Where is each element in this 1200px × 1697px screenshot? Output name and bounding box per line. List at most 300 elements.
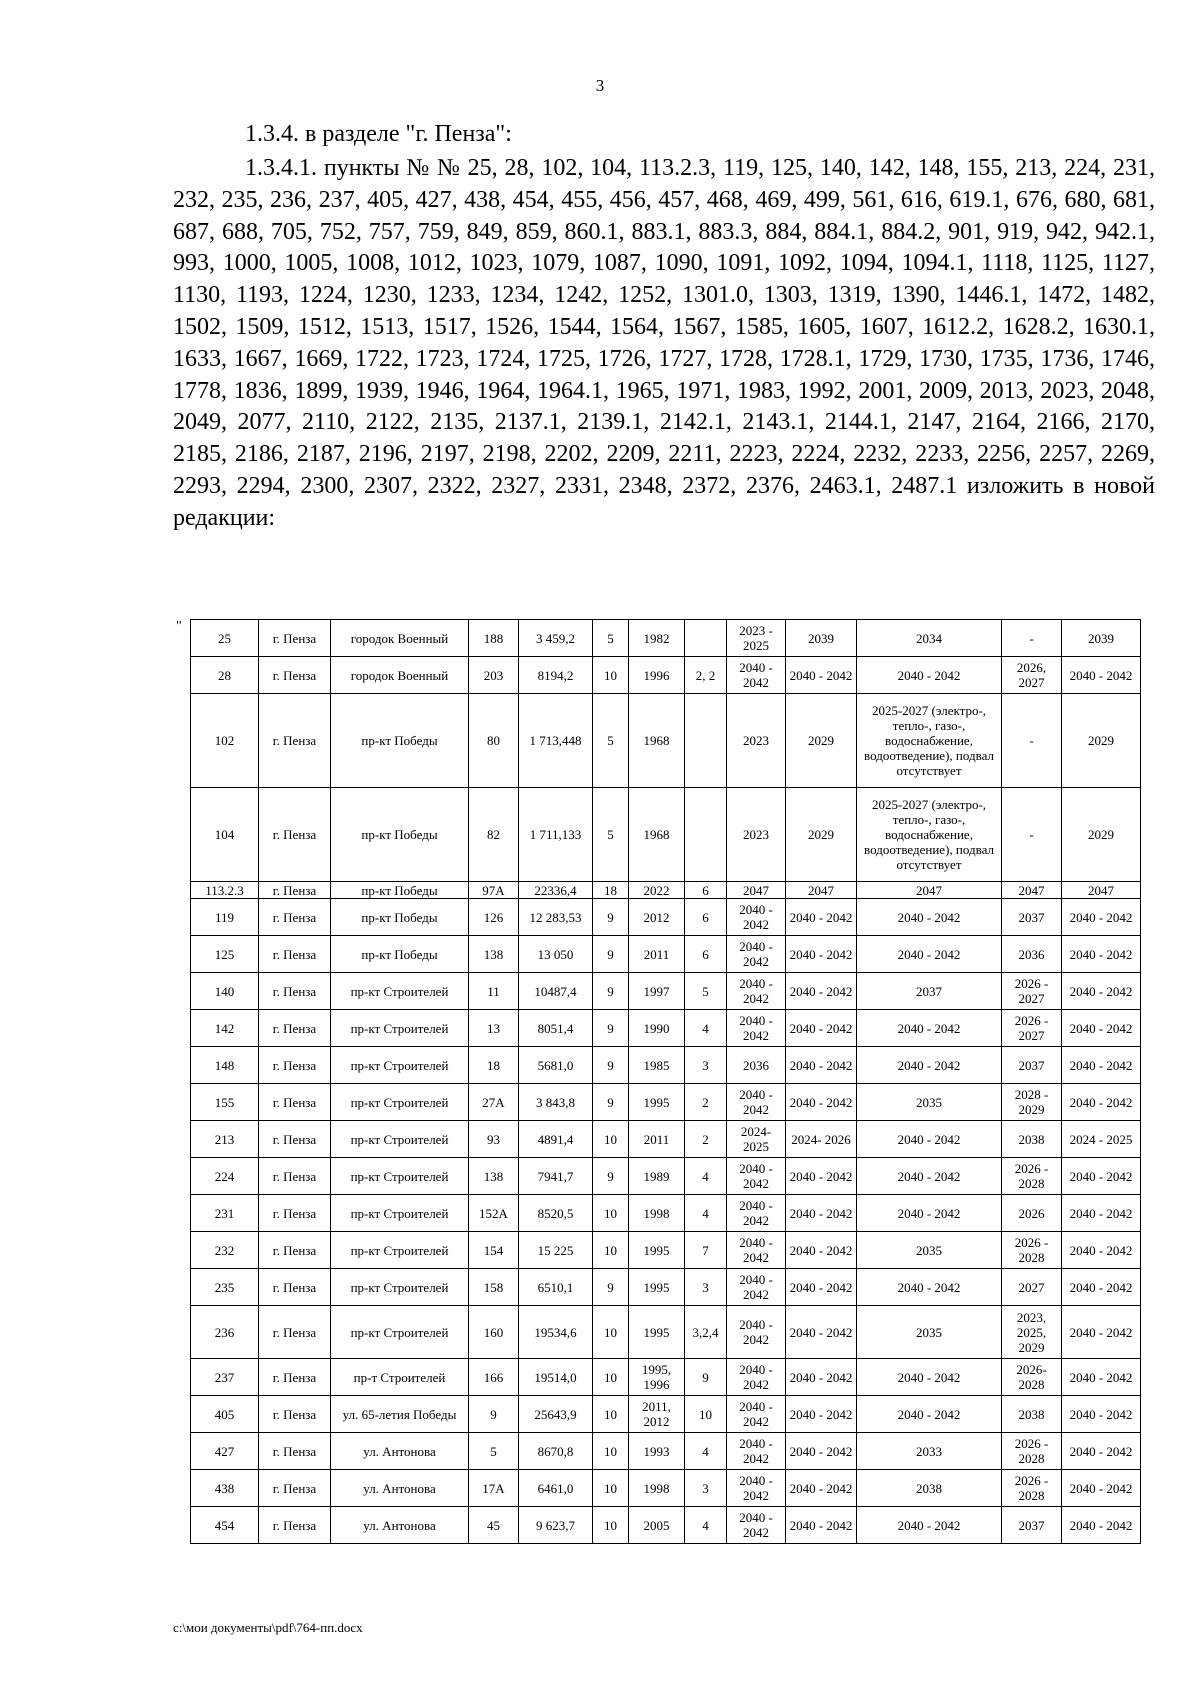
table-cell: 2040 - 2042 [1062, 1433, 1141, 1470]
table-cell: 166 [469, 1359, 519, 1396]
table-cell: 8194,2 [519, 657, 593, 694]
table-cell: 1968 [629, 694, 685, 788]
table-cell: 10 [685, 1396, 727, 1433]
table-cell: ул. Антонова [331, 1433, 469, 1470]
table-cell: 2040 - 2042 [786, 1232, 857, 1269]
table-cell: 2040 - 2042 [786, 1396, 857, 1433]
table-cell: 2039 [786, 620, 857, 657]
table-cell: 2040 - 2042 [727, 1232, 786, 1269]
table-cell: 160 [469, 1306, 519, 1359]
table-cell: 2040 - 2042 [786, 1507, 857, 1544]
table-cell: 2037 [1002, 1047, 1062, 1084]
table-cell: г. Пенза [259, 1010, 331, 1047]
table-cell: г. Пенза [259, 657, 331, 694]
table-cell: 2028 - 2029 [1002, 1084, 1062, 1121]
table-cell: 2035 [857, 1232, 1002, 1269]
table-cell: пр-кт Строителей [331, 1269, 469, 1306]
table-cell: 125 [191, 936, 259, 973]
table-cell: - [1002, 620, 1062, 657]
table-cell: 1 713,448 [519, 694, 593, 788]
table-cell: пр-кт Строителей [331, 1195, 469, 1232]
table-row [191, 1396, 1141, 1433]
table-cell: г. Пенза [259, 1359, 331, 1396]
table-cell: 25 [191, 620, 259, 657]
table-cell: 5681,0 [519, 1047, 593, 1084]
table-cell: г. Пенза [259, 694, 331, 788]
housing-table-body [191, 620, 1141, 1544]
table-cell: 2047 [857, 882, 1002, 899]
table-row [191, 1158, 1141, 1195]
table-cell: 203 [469, 657, 519, 694]
table-cell: 119 [191, 899, 259, 936]
table-cell: 10 [593, 1121, 629, 1158]
table-cell: 213 [191, 1121, 259, 1158]
table-cell: 2040 - 2042 [1062, 1084, 1141, 1121]
table-cell: 9 [593, 899, 629, 936]
table-cell: 2040 - 2042 [857, 1010, 1002, 1047]
table-cell: 152А [469, 1195, 519, 1232]
table-cell: 2040 - 2042 [1062, 1195, 1141, 1232]
table-cell: 7941,7 [519, 1158, 593, 1195]
page-number: 3 [595, 76, 605, 95]
table-cell: 154 [469, 1232, 519, 1269]
table-cell: 1995 [629, 1269, 685, 1306]
table-cell: 2023 [727, 788, 786, 882]
table-cell: 2037 [1002, 899, 1062, 936]
table-cell: 22336,4 [519, 882, 593, 899]
table-cell: 231 [191, 1195, 259, 1232]
table-cell: 93 [469, 1121, 519, 1158]
table-cell: 82 [469, 788, 519, 882]
table-cell: 2026 - 2028 [1002, 1232, 1062, 1269]
table-cell: 2040 - 2042 [1062, 657, 1141, 694]
table-row [191, 1195, 1141, 1232]
table-cell: 8520,5 [519, 1195, 593, 1232]
table-cell: 2040 - 2042 [727, 973, 786, 1010]
table-cell: 224 [191, 1158, 259, 1195]
table-cell: 1997 [629, 973, 685, 1010]
table-cell: 3 [685, 1047, 727, 1084]
table-cell: 2024- 2026 [786, 1121, 857, 1158]
table-cell: 2040 - 2042 [727, 1269, 786, 1306]
table-cell: 2026 - 2028 [1002, 1158, 1062, 1195]
table-cell: 2040 - 2042 [786, 973, 857, 1010]
table-cell: г. Пенза [259, 1396, 331, 1433]
table-cell: 140 [191, 973, 259, 1010]
table-cell: 2037 [857, 973, 1002, 1010]
table-cell: 6 [685, 899, 727, 936]
table-cell: 1989 [629, 1158, 685, 1195]
table-cell: 188 [469, 620, 519, 657]
table-cell: 2040 - 2042 [857, 657, 1002, 694]
table-cell: 2040 - 2042 [727, 1396, 786, 1433]
table-cell: 155 [191, 1084, 259, 1121]
table-cell: 2040 - 2042 [786, 1010, 857, 1047]
table-cell: 8051,4 [519, 1010, 593, 1047]
table-cell: 2039 [1062, 620, 1141, 657]
table-cell: 10 [593, 1396, 629, 1433]
table-cell: 1998 [629, 1195, 685, 1232]
table-cell: 2047 [727, 882, 786, 899]
table-cell: пр-кт Строителей [331, 1084, 469, 1121]
table-cell: 10487,4 [519, 973, 593, 1010]
table-cell: 405 [191, 1396, 259, 1433]
table-cell: 2 [685, 1121, 727, 1158]
table-cell: 2040 - 2042 [857, 1507, 1002, 1544]
table-cell: 2011 [629, 1121, 685, 1158]
table-cell: 2023 [727, 694, 786, 788]
table-cell: г. Пенза [259, 1232, 331, 1269]
table-cell: 2040 - 2042 [786, 1195, 857, 1232]
table-cell: г. Пенза [259, 1195, 331, 1232]
table-cell: 1995 [629, 1306, 685, 1359]
table-cell: 10 [593, 1195, 629, 1232]
table-cell: 9 [593, 1084, 629, 1121]
table-cell: 4 [685, 1010, 727, 1047]
table-cell: 2040 - 2042 [727, 1306, 786, 1359]
table-cell: 158 [469, 1269, 519, 1306]
table-cell: 2023 - 2025 [727, 620, 786, 657]
table-cell: 2036 [727, 1047, 786, 1084]
table-cell: 2040 - 2042 [727, 1433, 786, 1470]
table-cell: 2040 - 2042 [727, 1010, 786, 1047]
table-cell: г. Пенза [259, 1433, 331, 1470]
table-cell: 3,2,4 [685, 1306, 727, 1359]
table-cell: 2040 - 2042 [786, 1359, 857, 1396]
table-cell: 2011, 2012 [629, 1396, 685, 1433]
table-row [191, 1306, 1141, 1359]
table-row [191, 1047, 1141, 1084]
table-cell: пр-кт Строителей [331, 1047, 469, 1084]
table-cell: пр-кт Строителей [331, 1158, 469, 1195]
table-cell: 9 623,7 [519, 1507, 593, 1544]
table-row [191, 694, 1141, 788]
table-cell: 2024- 2025 [727, 1121, 786, 1158]
table-cell: 2022 [629, 882, 685, 899]
table-cell: 1990 [629, 1010, 685, 1047]
table-cell: 2040 - 2042 [786, 1158, 857, 1195]
table-cell: 2040 - 2042 [1062, 1010, 1141, 1047]
table-cell: 5 [593, 620, 629, 657]
table-cell: 5 [685, 973, 727, 1010]
table-cell: 9 [593, 936, 629, 973]
table-cell: 1995 [629, 1232, 685, 1269]
table-cell: 1968 [629, 788, 685, 882]
table-cell: 2036 [1002, 936, 1062, 973]
table-cell: 2040 - 2042 [1062, 1269, 1141, 1306]
table-cell: 28 [191, 657, 259, 694]
table-cell: 237 [191, 1359, 259, 1396]
table-cell: 2040 - 2042 [1062, 1047, 1141, 1084]
table-cell: городок Военный [331, 620, 469, 657]
table-cell: 2047 [1062, 882, 1141, 899]
table-cell: 2012 [629, 899, 685, 936]
table-cell: 2040 - 2042 [1062, 899, 1141, 936]
table-cell: 2026 - 2027 [1002, 973, 1062, 1010]
table-cell: г. Пенза [259, 1158, 331, 1195]
table-cell: 10 [593, 657, 629, 694]
table-cell: пр-т Строителей [331, 1359, 469, 1396]
table-cell: 17А [469, 1470, 519, 1507]
table-cell: 2040 - 2042 [727, 1158, 786, 1195]
table-cell: г. Пенза [259, 882, 331, 899]
table-row [191, 1507, 1141, 1544]
table-cell: 2029 [786, 694, 857, 788]
table-cell [685, 694, 727, 788]
table-cell: 2040 - 2042 [857, 1359, 1002, 1396]
table-cell: 9 [593, 1010, 629, 1047]
table-cell: 5 [593, 694, 629, 788]
table-cell: 2040 - 2042 [1062, 1470, 1141, 1507]
table-row [191, 882, 1141, 899]
table-cell: 454 [191, 1507, 259, 1544]
table-cell: 19514,0 [519, 1359, 593, 1396]
table-cell: 5 [593, 788, 629, 882]
table-cell: г. Пенза [259, 899, 331, 936]
table-cell: 2040 - 2042 [786, 1269, 857, 1306]
table-cell: пр-кт Победы [331, 882, 469, 899]
table-cell: 6510,1 [519, 1269, 593, 1306]
table-cell: 80 [469, 694, 519, 788]
table-cell: 9 [593, 1047, 629, 1084]
section-heading: 1.3.4. в разделе "г. Пенза": [245, 121, 512, 147]
table-cell: ул. Антонова [331, 1470, 469, 1507]
housing-table [190, 619, 1141, 1544]
table-cell: 2040 - 2042 [727, 1359, 786, 1396]
table-cell: 2040 - 2042 [727, 657, 786, 694]
table-cell: г. Пенза [259, 1470, 331, 1507]
table-cell: 2033 [857, 1433, 1002, 1470]
table-row [191, 1232, 1141, 1269]
table-cell: 18 [593, 882, 629, 899]
table-cell: 6 [685, 882, 727, 899]
table-row [191, 1359, 1141, 1396]
table-cell: 3 843,8 [519, 1084, 593, 1121]
table-cell: 2040 - 2042 [727, 1195, 786, 1232]
table-cell: 232 [191, 1232, 259, 1269]
table-cell: 97А [469, 882, 519, 899]
quote-mark: " [176, 619, 182, 634]
table-cell: 2047 [1002, 882, 1062, 899]
table-cell: 1993 [629, 1433, 685, 1470]
table-cell: 10 [593, 1306, 629, 1359]
table-cell: 25643,9 [519, 1396, 593, 1433]
table-cell: 2023, 2025, 2029 [1002, 1306, 1062, 1359]
table-cell: 11 [469, 973, 519, 1010]
table-cell: 2011 [629, 936, 685, 973]
table-cell: 2038 [1002, 1121, 1062, 1158]
table-cell: 4 [685, 1433, 727, 1470]
table-cell: 2040 - 2042 [1062, 1507, 1141, 1544]
table-row [191, 1269, 1141, 1306]
table-cell: 236 [191, 1306, 259, 1359]
amendment-paragraph: 1.3.4.1. пункты № № 25, 28, 102, 104, 113.2.3, 119, 125, 140, 142, 148, 155, 213, 224, 231, 232, 235, 236, 237, 405, 427, 438, 454, 455, 456, 457, 468, 469, 499, 561, 616, 619.1, 676, 680, 681, 687, 688, 705, 752, 757, 759, 849, 859, 860.1, 883.1, 883.3, 884, 884.1, 884.2, 901, 919, 942, 942.1, 993, 1000, 1005, 1008, 1012, 1023, 1079, 1087, 1090, 1091, 1092, 1094, 1094.1, 1118, 1125, 1127, 1130, 1193, 1224, 1230, 1233, 1234, 1242, 1252, 1301.0, 1303, 1319, 1390, 1446.1, 1472, 1482, 1502, 1509, 1512, 1513, 1517, 1526, 1544, 1564, 1567, 1585, 1605, 1607, 1612.2, 1628.2, 1630.1, 1633, 1667, 1669, 1722, 1723, 1724, 1725, 1726, 1727, 1728, 1728.1, 1729, 1730, 1735, 1736, 1746, 1778, 1836, 1899, 1939, 1946, 1964, 1964.1, 1965, 1971, 1983, 1992, 2001, 2009, 2013, 2023, 2048, 2049, 2077, 2110, 2122, 2135, 2137.1, 2139.1, 2142.1, 2143.1, 2144.1, 2147, 2164, 2166, 2170, 2185, 2186, 2187, 2196, 2197, 2198, 2202, 2209, 2211, 2223, 2224, 2232, 2233, 2256, 2257, 2269, 2293, 2294, 2300, 2307, 2322, 2327, 2331, 2348, 2372, 2376, 2463.1, 2487.1 изложить в новой редакции: [173, 155, 1155, 531]
table-cell: 10 [593, 1470, 629, 1507]
table-row [191, 788, 1141, 882]
table-cell: 2040 - 2042 [786, 1306, 857, 1359]
table-cell: 104 [191, 788, 259, 882]
table-cell: 2040 - 2042 [786, 1470, 857, 1507]
table-cell: 2040 - 2042 [1062, 1232, 1141, 1269]
table-row [191, 1084, 1141, 1121]
table-cell: 10 [593, 1433, 629, 1470]
table-cell: г. Пенза [259, 1121, 331, 1158]
table-cell: г. Пенза [259, 620, 331, 657]
table-row [191, 1121, 1141, 1158]
table-row [191, 657, 1141, 694]
table-cell: 2040 - 2042 [857, 1195, 1002, 1232]
table-row [191, 620, 1141, 657]
table-cell: 1995, 1996 [629, 1359, 685, 1396]
table-cell: 2026 - 2028 [1002, 1433, 1062, 1470]
table-cell: 45 [469, 1507, 519, 1544]
table-cell: 2026 - 2027 [1002, 1010, 1062, 1047]
table-cell: 2029 [1062, 788, 1141, 882]
table-cell: 9 [593, 973, 629, 1010]
table-cell: пр-кт Строителей [331, 1232, 469, 1269]
table-cell: пр-кт Победы [331, 936, 469, 973]
table-cell: 19534,6 [519, 1306, 593, 1359]
table-cell: 2040 - 2042 [727, 1507, 786, 1544]
table-cell [685, 788, 727, 882]
table-cell: 9 [593, 1158, 629, 1195]
table-cell: 5 [469, 1433, 519, 1470]
table-cell: 2040 - 2042 [1062, 936, 1141, 973]
table-cell: 12 283,53 [519, 899, 593, 936]
table-cell: 1982 [629, 620, 685, 657]
table-cell: 13 [469, 1010, 519, 1047]
table-cell: 2040 - 2042 [786, 1047, 857, 1084]
table-cell: городок Военный [331, 657, 469, 694]
table-cell: 2026 - 2028 [1002, 1470, 1062, 1507]
table-cell: 6461,0 [519, 1470, 593, 1507]
table-cell: 3 [685, 1269, 727, 1306]
table-cell: 438 [191, 1470, 259, 1507]
table-cell: 2040 - 2042 [786, 899, 857, 936]
table-cell: 4 [685, 1158, 727, 1195]
table-cell: 1 711,133 [519, 788, 593, 882]
table-cell: 2026, 2027 [1002, 657, 1062, 694]
table-cell: 10 [593, 1507, 629, 1544]
table-cell: 1995 [629, 1084, 685, 1121]
table-cell: ул. Антонова [331, 1507, 469, 1544]
table-cell: 2029 [1062, 694, 1141, 788]
table-cell: 2026- 2028 [1002, 1359, 1062, 1396]
table-cell: пр-кт Строителей [331, 1306, 469, 1359]
table-cell: 2 [685, 1084, 727, 1121]
table-cell: 2040 - 2042 [857, 1396, 1002, 1433]
table-cell: ул. 65-летия Победы [331, 1396, 469, 1433]
table-cell: 4 [685, 1507, 727, 1544]
table-cell: 27А [469, 1084, 519, 1121]
table-cell: 1998 [629, 1470, 685, 1507]
table-cell: г. Пенза [259, 973, 331, 1010]
table-cell: 9 [469, 1396, 519, 1433]
table-cell: 13 050 [519, 936, 593, 973]
table-cell: пр-кт Строителей [331, 1010, 469, 1047]
table-cell: 2005 [629, 1507, 685, 1544]
table-cell: 2040 - 2042 [857, 1121, 1002, 1158]
table-cell: 6 [685, 936, 727, 973]
table-cell: 1996 [629, 657, 685, 694]
table-cell: 148 [191, 1047, 259, 1084]
table-cell: 2040 - 2042 [727, 936, 786, 973]
table-cell: пр-кт Победы [331, 788, 469, 882]
table-cell: 8670,8 [519, 1433, 593, 1470]
table-row [191, 899, 1141, 936]
table-cell: 2035 [857, 1306, 1002, 1359]
table-cell: 2034 [857, 620, 1002, 657]
table-cell: 235 [191, 1269, 259, 1306]
table-cell: 2, 2 [685, 657, 727, 694]
table-cell: 9 [685, 1359, 727, 1396]
table-cell: г. Пенза [259, 1269, 331, 1306]
table-cell: - [1002, 694, 1062, 788]
table-cell: 2026 [1002, 1195, 1062, 1232]
table-cell: 113.2.3 [191, 882, 259, 899]
table-cell: 2040 - 2042 [786, 1433, 857, 1470]
table-cell: 2047 [786, 882, 857, 899]
table-cell: 138 [469, 936, 519, 973]
table-cell: - [1002, 788, 1062, 882]
table-cell: 427 [191, 1433, 259, 1470]
table-cell: 2025-2027 (электро-, тепло-, газо-, водоснабжение, водоотведение), подвал отсутствует [857, 694, 1002, 788]
table-cell: 4 [685, 1195, 727, 1232]
table-cell: 2035 [857, 1084, 1002, 1121]
table-cell: 2040 - 2042 [1062, 1359, 1141, 1396]
table-cell: 2040 - 2042 [857, 1158, 1002, 1195]
table-cell: г. Пенза [259, 936, 331, 973]
table-cell: 2040 - 2042 [786, 1084, 857, 1121]
table-cell [685, 620, 727, 657]
table-row [191, 973, 1141, 1010]
table-cell: 2029 [786, 788, 857, 882]
table-cell: 3 [685, 1470, 727, 1507]
table-cell: 102 [191, 694, 259, 788]
table-cell: 2040 - 2042 [1062, 973, 1141, 1010]
table-cell: 2040 - 2042 [1062, 1396, 1141, 1433]
table-cell: г. Пенза [259, 1306, 331, 1359]
table-cell: 18 [469, 1047, 519, 1084]
table-cell: 2024 - 2025 [1062, 1121, 1141, 1158]
table-cell: 3 459,2 [519, 620, 593, 657]
table-cell: 15 225 [519, 1232, 593, 1269]
table-cell: 2040 - 2042 [1062, 1306, 1141, 1359]
table-cell: г. Пенза [259, 788, 331, 882]
table-cell: 4891,4 [519, 1121, 593, 1158]
table-cell: 7 [685, 1232, 727, 1269]
table-cell: 2040 - 2042 [786, 936, 857, 973]
table-cell: г. Пенза [259, 1507, 331, 1544]
table-cell: пр-кт Строителей [331, 1121, 469, 1158]
table-cell: 1985 [629, 1047, 685, 1084]
table-cell: 2040 - 2042 [857, 936, 1002, 973]
table-cell: 126 [469, 899, 519, 936]
table-cell: 2040 - 2042 [857, 1047, 1002, 1084]
table-row [191, 1433, 1141, 1470]
table-cell: 142 [191, 1010, 259, 1047]
table-cell: пр-кт Победы [331, 899, 469, 936]
table-cell: 2040 - 2042 [727, 1470, 786, 1507]
table-row [191, 1470, 1141, 1507]
table-cell: 10 [593, 1359, 629, 1396]
table-cell: 9 [593, 1269, 629, 1306]
table-cell: г. Пенза [259, 1047, 331, 1084]
table-cell: 2025-2027 (электро-, тепло-, газо-, водоснабжение, водоотведение), подвал отсутствует [857, 788, 1002, 882]
table-row [191, 1010, 1141, 1047]
table-cell: 2040 - 2042 [786, 657, 857, 694]
table-cell: 2038 [1002, 1396, 1062, 1433]
